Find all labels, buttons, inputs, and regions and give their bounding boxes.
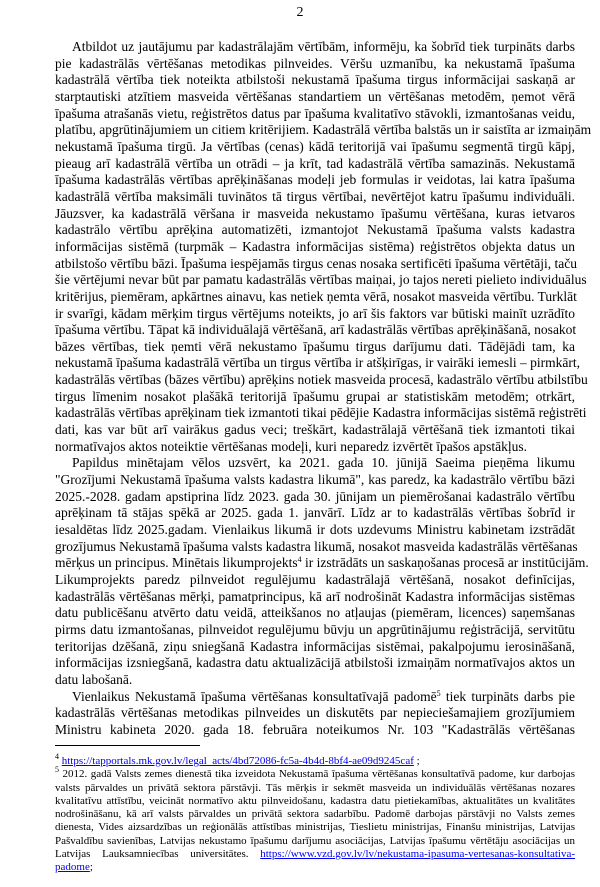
text-line: pieaug arī kadastrālā vērtība un otrādi – ja krīt, tad kadastrālā vērtība samazinās. Nekustamā: [55, 155, 575, 171]
text-line: bāzes vērtības, tiek ņemti vērā nekustamo īpašumu tirgus darījumu dati. Tādējādi tam, ka: [55, 338, 575, 354]
text-line: "Grozījumi Nekustamā īpašuma valsts kadastra likumā", kas paredz, ka kadastrālo vērtību bāzi: [55, 472, 575, 488]
text-line: starptautiski atzītiem masveida vērtēšanas standartiem un vērtēšanas metodēm, ņemot vērā: [55, 88, 575, 104]
text-line: teritorijas dzēšanā, ziņu sniegšanā Kadastra informācijas sistēmai, pakalpojumu ierosināšanā,: [55, 638, 575, 654]
text-line: Atbildot uz jautājumu par kadastrālajām vērtībām, informēju, ka šobrīd tiek turpināts darbs: [72, 39, 575, 54]
footnote-5-text: 2012. gadā Valsts zemes dienestā tika izveidota Nekustamā īpašuma vērtēšanas konsultatīvā padome, kur darbojas: [62, 768, 576, 781]
footnote-4-link[interactable]: https://tapportals.mk.gov.lv/legal_acts/4bd72086-fc5a-4b4d-8bf4-ae09d9245caf: [61, 755, 414, 767]
text-line: grozījumus Nekustamā īpašuma valsts kadastra likumā, nosakot masveida kadastrālās vērtēšanas: [55, 538, 578, 554]
text-line: normatīvajos aktos noteiktie vērtēšanas modeļi, kuri neparedz izvērtēt īpašos apstākļus.: [55, 438, 527, 454]
text-line: nekustamā īpašuma tirgū. Ja vērtības (cenas) kādā teritorijā vai īpašumu segmentā tirgū kāpj,: [55, 138, 575, 154]
footnote-5-text: nodrošināšanu, kā arī valsts pārvaldes un privātā sektora sadarbību. Padomē darbojas pārstāvji no Valsts zemes: [55, 808, 575, 821]
footnote-5-line: [55, 848, 575, 861]
text-line: īpašuma kadastrālās vērtības aprēķināšanas modeļi jeb formulas ir veidotas, lai katra īpašuma: [55, 172, 575, 188]
text-line: platību, apgrūtinājumiem un citiem kritērijiem. Kadastrālā vērtība balstās un ir saistīta ar izmaiņām: [55, 122, 592, 138]
text-line: kadastrālās vērtības aprēķinam tiek izmantoti tikai pēdējie Kadastra informācijas sistēmā reģistrēti: [55, 405, 587, 421]
text-line: pirms datu izmantošanas, pilnveidot regulējumu būvju un apgrūtinājumu reģistrācijā, servitūtu: [55, 621, 575, 637]
text-line: kadastrālās vērtības (bāzes vērtību) aprēķins notiek masveida procesā, kadastrālo vērtību atbilstību: [55, 372, 588, 388]
text-line: nekustamā īpašuma kadastrālā vērtība un tirgus vērtība ir atšķirīgas, ir vairāki iemesli – pirmkārt,: [55, 355, 580, 371]
text-line: šie vērtējumi nevar būt par pamatu kadastrālās vērtības maiņai, jo tajos nereti pielieto individuālus: [55, 272, 587, 288]
document-body: [55, 39, 592, 739]
footnote-5-line: [55, 808, 575, 821]
text-line: informācijas izsniegšanā, kadastra datu aktualizācijā atbilstoši izmaiņām normatīvajos aktos un: [55, 655, 575, 671]
text-line: ir svarīgi, kādam mērķim tirgus vērtējums noteikts, jo arī šis faktors var būtiski mainīt uzrādīto: [55, 305, 575, 321]
paragraph: [55, 455, 589, 688]
text-line: mērķus un principus. Minētais likumprojekts$^4$ ir izstrādāts un saskaņošanas procesā ar institūcijām.: [55, 555, 589, 571]
text-line: kadastrālās vērtēšanas metodikas pilnveides un diskutēts par nepieciešamajiem grozījumiem: [55, 705, 575, 721]
text-line: kritērijus, piemēram, apkārtnes ainavu, kas netiek ņemta vērā, nosakot masveida vērtību. Turklāt: [55, 288, 577, 304]
paragraph: [55, 39, 592, 455]
footnote-separator: [55, 745, 200, 746]
text-line: kadastrālo vērtību aprēķina automatizēti, izmantojot Nekustamā īpašuma valsts kadastra: [55, 222, 575, 238]
text-line: kadastrālā vērtība tiek noteikta atbilstoši nekustamā īpašuma tirgus informācijai saskaņā ar: [55, 72, 575, 88]
text-line: Likumprojekts paredz pilnveidot regulējumu kadastrālajā vērtēšanā, nosakot definīcijas,: [55, 572, 575, 587]
text-line: informācijas sistēmā (turpmāk – Kadastra informācijas sistēma) reģistrētos objekta datus un: [55, 238, 575, 254]
text-line: kadastrālā vērtība maksimāli tuvinātos tā tirgus vērtībai, nevērtējot katru īpašumu individuāli.: [55, 188, 575, 204]
footnote-reference[interactable]: 4: [297, 555, 302, 565]
footnote-5-line: [55, 835, 575, 848]
footnote-5-line: [55, 795, 575, 808]
footnote-reference[interactable]: 5: [436, 688, 441, 698]
footnote-5-text: Latvijas Lauksamniecības universitātes.: [55, 848, 249, 861]
text-line: dati, kas var būt arī vairākus gadus veci; treškārt, kadastrālajā vērtēšanā tiek izmantoti tikai: [55, 422, 575, 438]
footnote-5-link[interactable]: https://www.vzd.gov.lv/lv/nekustama-ipasuma-vertesanas-konsultativa-: [260, 848, 576, 861]
footnote-5-line: [55, 782, 575, 795]
footnote-5-text: Pašvaldību savienības, Latvijas nekustamo īpašumu darījumu asociācijas, Latvijas īpašumu vērtētāju asociācijas un: [55, 834, 575, 847]
footnote-5-line: [55, 821, 575, 834]
text-line: aprēķinam tā stājas spēkā ar 2025. gada 1. janvārī. Līdz ar to kadastrālās vērtības šobrīd ir: [55, 505, 575, 521]
text-line: kadastrālās vērtēšanas mērķi, pamatprincipus, kā arī nodrošināt Kadastra informācijas sistēmas: [55, 588, 575, 604]
footnote-5-text: dienesta, Vides aizsardzības un reģionālās attīstības ministrijas, Tieslietu ministrijas, Finanšu ministrijas, Latvijas: [55, 821, 575, 834]
text-line: tirgus līmenim nosakot plašākā teritorijā īpašumu grupai ar statistiskām metodēm; otrkārt,: [55, 388, 575, 404]
text-line: Jāuzsver, ka kadastrālā vēršana ir masveida nekustamo īpašumu vērtēšana, kuras ietvaros: [55, 205, 575, 221]
text-line: īpašuma vērtību. Tāpat kā individuālajā vērtēšanā, arī kadastrālās vērtības aprēķināšanā, nosakot: [55, 322, 577, 338]
text-line: datu publicēšanu atvērto datu veidā, atteikšanos no atļaujas (piemēram, licences) saņemšanas: [55, 605, 575, 621]
footnote-number: 4: [55, 752, 59, 761]
text-line: datu labošanā.: [55, 671, 133, 687]
text-line: Vienlaikus Nekustamā īpašuma vērtēšanas konsultatīvajā padomē$^5$ tiek turpināts darbs pie: [72, 688, 575, 704]
text-line: iesaldētas līdz 2025.gadam. Vienlaikus likumā ir dots uzdevums Ministru kabinetam izstrādāt: [55, 522, 575, 538]
page-number: 2: [296, 5, 304, 20]
text-line: īpašuma atrašanās vietu, reģistrētos datus par īpašuma kvalitatīvo stāvokli, izmantošanas veidu,: [55, 105, 575, 121]
footnote-5-link-continued[interactable]: padome: [55, 861, 90, 874]
footnote-5-suffix: ;: [89, 861, 93, 874]
text-line: Ministru kabineta 2020. gada 18. februāra noteikumos Nr. 103 "Kadastrālās vērtēšanas: [55, 721, 575, 737]
footnote-5: [55, 765, 576, 848]
footnote-4: [55, 752, 575, 768]
footnote-number: 5: [55, 765, 59, 775]
text-line: 2025.-2028. gadam apstiprina līdz 2023. gada 30. jūnijam un piemērošanai kadastrālo vērtību: [55, 488, 575, 504]
footnotes: [55, 752, 576, 875]
text-line: pie kadastrālās vērtēšanas metodikas pilnveides. Vēršu uzmanību, ka nekustamā īpašuma: [55, 55, 575, 71]
footnote-5-text: kvalitatīvu attīstību, veicināt normatīvo aktu pilnveidošanu, kadastra datu pietiekamības, aktualitātes un kvalitātes: [55, 794, 575, 807]
paragraph: [55, 689, 575, 739]
text-line: Papildus minētajam vēlos uzsvērt, ka 2021. gada 10. jūnijā Saeima pieņēma likumu: [72, 455, 575, 471]
footnote-4-suffix: ;: [413, 755, 420, 767]
footnote-5-text: valsts pārvaldes un privātā sektora pārstāvji. Tās mērķis ir sekmēt masveida un individuālās vērtēšanas nozares: [55, 781, 575, 794]
footnote-5-line: [55, 765, 576, 781]
footnote-5-line: [55, 861, 575, 874]
text-line: atbilstošo vērtību bāzi. Īpašuma iespējamās tirgus cenas nosaka sertificēti īpašuma vērtētāji, taču: [55, 255, 577, 271]
